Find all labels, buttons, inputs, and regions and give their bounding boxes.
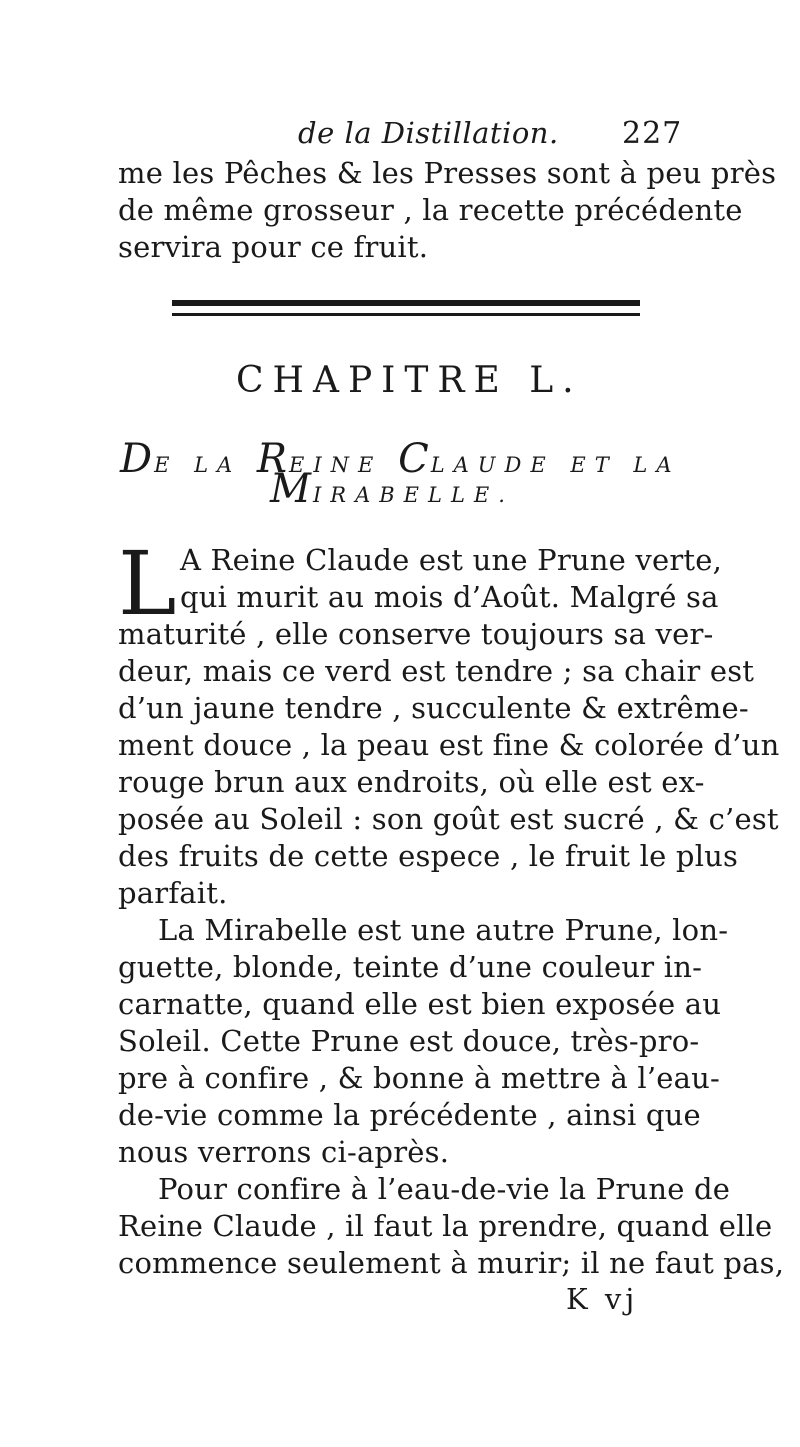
body-line: carnatte, quand elle est bien exposée au — [118, 987, 722, 1021]
chapter-subtitle-line2: MIRABELLE. — [270, 466, 514, 512]
body-line: deur, mais ce verd est tendre ; sa chair est — [118, 654, 755, 688]
body-line: A Reine Claude est une Prune verte, — [180, 543, 723, 577]
body-line: La Mirabelle est une autre Prune, lon- — [158, 913, 729, 947]
page-number: 227 — [622, 116, 683, 151]
running-head: de la Distillation. — [298, 116, 559, 150]
body-line: commence seulement à murir; il ne faut pas, — [118, 1246, 785, 1280]
chapter-subtitle-line1: DE LA REINE CLAUDE ET LA — [120, 436, 681, 482]
ornamental-rule-thin — [172, 313, 640, 316]
body-line: ment douce , la peau est fine & colorée d’un — [118, 728, 780, 762]
body-line: maturité , elle conserve toujours sa ver- — [118, 617, 714, 651]
chapter-title: CHAPITRE L. — [236, 360, 583, 401]
top-paragraph-line: servira pour ce fruit. — [118, 230, 429, 264]
body-line: Pour confire à l’eau-de-vie la Prune de — [158, 1172, 731, 1206]
body-line: rouge brun aux endroits, où elle est ex- — [118, 765, 705, 799]
drop-cap: L — [118, 532, 177, 635]
body-line: parfait. — [118, 876, 228, 910]
body-line: Reine Claude , il faut la prendre, quand elle — [118, 1209, 773, 1243]
body-line: posée au Soleil : son goût est sucré , & c’est — [118, 802, 779, 836]
body-line: Soleil. Cette Prune est douce, très-pro- — [118, 1024, 700, 1058]
body-line: pre à confire , & bonne à mettre à l’eau- — [118, 1061, 721, 1095]
body-line: des fruits de cette espece , le fruit le plus — [118, 839, 739, 873]
ornamental-rule — [172, 300, 640, 306]
top-paragraph-line: me les Pêches & les Presses sont à peu près — [118, 156, 777, 190]
body-line: d’un jaune tendre , succulente & extrême- — [118, 691, 749, 725]
body-line: de-vie comme la précédente , ainsi que — [118, 1098, 701, 1132]
body-line: nous verrons ci-après. — [118, 1135, 450, 1169]
top-paragraph-line: de même grosseur , la recette précédente — [118, 193, 743, 227]
body-line: qui murit au mois d’Août. Malgré sa — [180, 580, 719, 614]
body-line: guette, blonde, teinte d’une couleur in- — [118, 950, 703, 984]
signature-mark: K vj — [566, 1282, 639, 1316]
